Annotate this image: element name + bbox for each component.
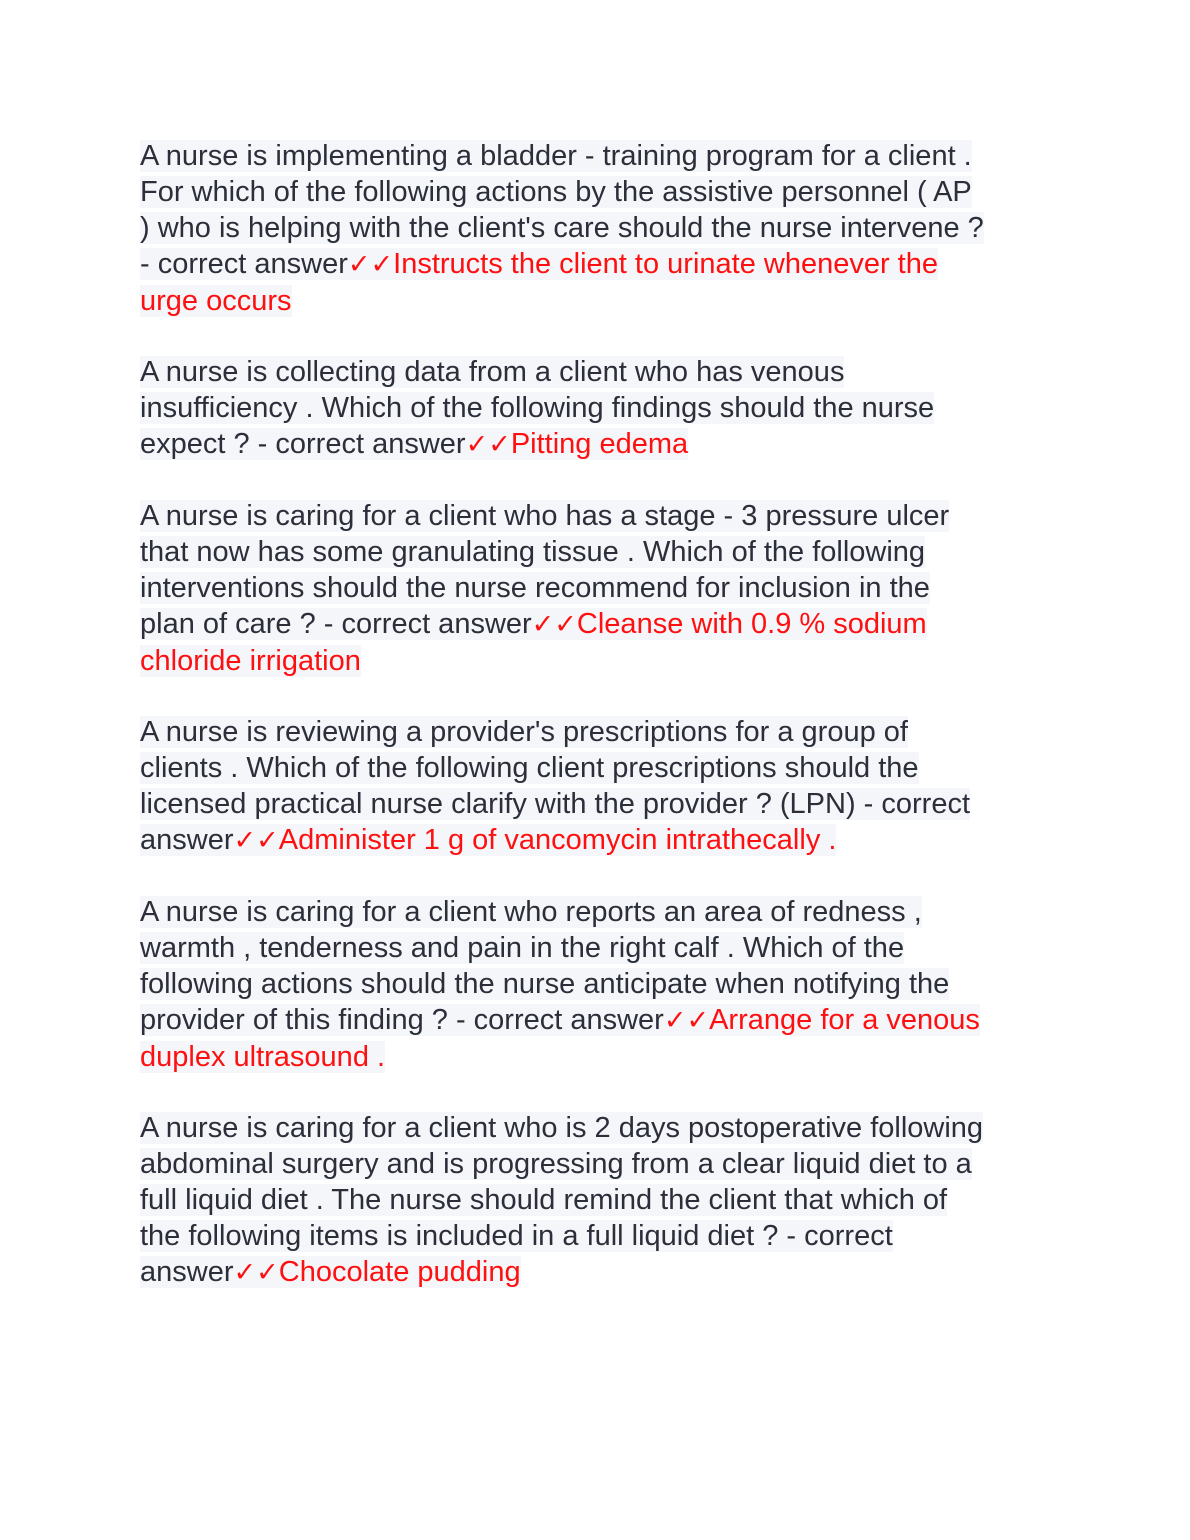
answer-text: Instructs the client to urinate whenever the [393,248,938,280]
question-line: A nurse is collecting data from a client who has venous [140,356,845,388]
question-line: licensed practical nurse clarify with the provider ? (LPN) - correct [140,788,971,820]
qa-item [140,1110,1055,1291]
question-line: following actions should the nurse anticipate when notifying the [140,968,950,1000]
qa-item [140,138,1055,319]
document-page [140,138,1055,1326]
double-check-icon: ✓✓ [531,609,577,640]
double-check-icon: ✓✓ [465,429,511,460]
question-line: A nurse is implementing a bladder - training program for a client . [140,140,972,172]
question-line: For which of the following actions by the assistive personnel ( AP [140,176,972,208]
answer-text: Arrange for a venous [709,1004,980,1036]
qa-item [140,498,1055,679]
answer-text-continued: duplex ultrasound . [140,1041,386,1073]
question-line: A nurse is reviewing a provider's prescriptions for a group of [140,716,908,748]
question-line: A nurse is caring for a client who has a stage - 3 pressure ulcer [140,500,950,532]
qa-item [140,714,1055,859]
answer-text: Cleanse with 0.9 % sodium [576,608,927,640]
answer-label: expect ? - correct answer [140,428,466,460]
question-line: the following items is included in a full liquid diet ? - correct [140,1220,893,1252]
answer-label: plan of care ? - correct answer [140,608,532,640]
question-line: full liquid diet . The nurse should remind the client that which of [140,1184,948,1216]
qa-item [140,894,1055,1075]
question-line: clients . Which of the following client prescriptions should the [140,752,919,784]
answer-label: - correct answer [140,248,348,280]
double-check-icon: ✓✓ [347,249,394,280]
answer-text: Chocolate pudding [278,1256,521,1288]
question-line: abdominal surgery and is progressing from a clear liquid diet to a [140,1148,972,1180]
answer-text: Pitting edema [510,428,689,460]
double-check-icon: ✓✓ [233,1257,279,1288]
question-line: ) who is helping with the client's care should the nurse intervene ? [140,212,984,244]
question-line: that now has some granulating tissue . Which of the following [140,536,926,568]
question-line: interventions should the nurse recommend for inclusion in the [140,572,930,604]
answer-text-continued: chloride irrigation [140,645,361,677]
double-check-icon: ✓✓ [233,825,279,856]
question-line: A nurse is caring for a client who reports an area of redness , [140,896,922,928]
answer-text-continued: urge occurs [140,285,292,317]
answer-label: provider of this finding ? - correct answer [140,1004,664,1036]
answer-label: answer [140,1256,234,1288]
qa-item [140,354,1055,463]
double-check-icon: ✓✓ [663,1005,710,1036]
question-line: A nurse is caring for a client who is 2 days postoperative following [140,1112,984,1144]
answer-text: Administer 1 g of vancomycin intrathecally . [278,824,837,856]
question-line: insufficiency . Which of the following findings should the nurse [140,392,935,424]
answer-label: answer [140,824,234,856]
question-line: warmth , tenderness and pain in the right calf . Which of the [140,932,905,964]
